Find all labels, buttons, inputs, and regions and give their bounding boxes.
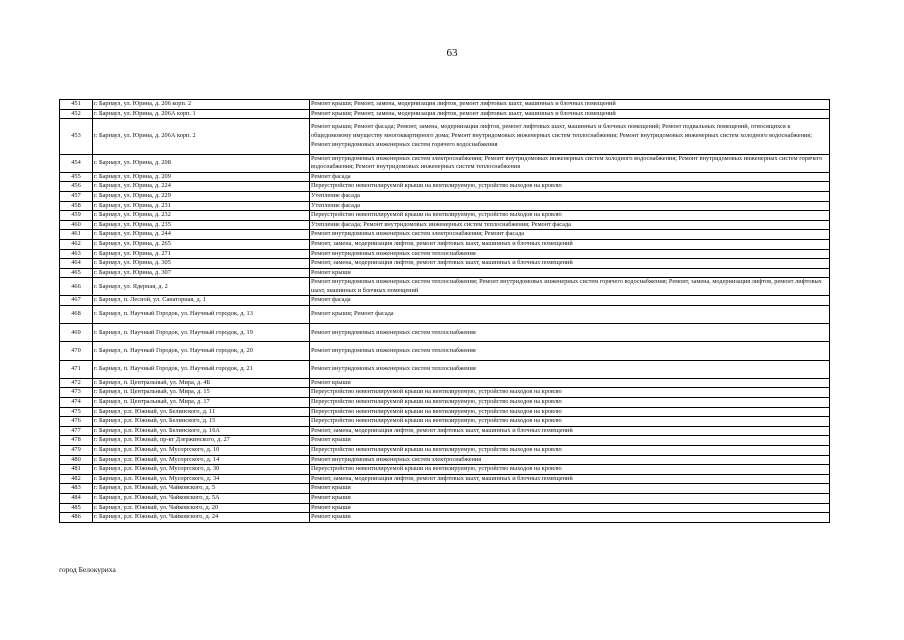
row-address: г. Барнаул, ул. Ядерная, д. 2 bbox=[93, 278, 310, 296]
row-works: Переустройство невентилируемой крыши на вентилируемую, устройство выходов на кровлю bbox=[310, 388, 830, 398]
row-number: 478 bbox=[60, 436, 93, 446]
table-row bbox=[60, 259, 830, 269]
table-row bbox=[60, 407, 830, 417]
row-works: Ремонт крыши bbox=[310, 378, 830, 388]
row-address: г. Барнаул, р.п. Южный, ул. Мусоргского, д. 34 bbox=[93, 474, 310, 484]
table-row bbox=[60, 388, 830, 398]
table-row bbox=[60, 182, 830, 192]
row-number: 451 bbox=[60, 100, 93, 110]
table-row bbox=[60, 109, 830, 119]
table-row bbox=[60, 513, 830, 523]
row-address: г. Барнаул, р.п. Южный, ул. Чайковского, д. 5А bbox=[93, 493, 310, 503]
row-address: г. Барнаул, ул. Юрина, д. 307 bbox=[93, 268, 310, 278]
table-row bbox=[60, 268, 830, 278]
row-works: Ремонт внутридомовых инженерных систем электроснабжения bbox=[310, 455, 830, 465]
row-works: Ремонт крыши bbox=[310, 436, 830, 446]
row-number: 475 bbox=[60, 407, 93, 417]
row-works: Переустройство невентилируемой крыши на вентилируемую, устройство выходов на кровлю bbox=[310, 465, 830, 475]
table-row bbox=[60, 100, 830, 110]
row-number: 462 bbox=[60, 239, 93, 249]
row-works: Переустройство невентилируемой крыши на вентилируемую, устройство выходов на кровлю bbox=[310, 398, 830, 408]
row-number: 486 bbox=[60, 513, 93, 523]
table-row bbox=[60, 119, 830, 154]
row-address: г. Барнаул, р.п. Южный, ул. Мусоргского, д. 14 bbox=[93, 455, 310, 465]
table-row bbox=[60, 493, 830, 503]
row-works: Ремонт, замена, модернизация лифтов, ремонт лифтовых шахт, машинных и блочных помещений bbox=[310, 259, 830, 269]
row-address: г. Барнаул, р.п. Южный, ул. Белинского, д. 11 bbox=[93, 407, 310, 417]
row-address: г. Барнаул, ул. Юрина, д. 229 bbox=[93, 191, 310, 201]
row-number: 461 bbox=[60, 230, 93, 240]
row-address: г. Барнаул, ул. Юрина, д. 206А корп. 1 bbox=[93, 109, 310, 119]
table-row bbox=[60, 342, 830, 360]
row-address: г. Барнаул, р.п. Южный, ул. Мусоргского, д. 30 bbox=[93, 465, 310, 475]
row-works: Ремонт внутридомовых инженерных систем электроснабжения; Ремонт внутридомовых инженерных систем холодного водоснабжения; Ремонт внутридомовых инженерных систем горячего водоснабжения; Ремонт внутридомовых инженерных систем теплоснабжения bbox=[310, 154, 830, 172]
table-row bbox=[60, 426, 830, 436]
table-row bbox=[60, 360, 830, 378]
row-works: Ремонт крыши bbox=[310, 268, 830, 278]
row-number: 482 bbox=[60, 474, 93, 484]
row-address: г. Барнаул, п. Научный Городок, ул. Научный городок, д. 21 bbox=[93, 360, 310, 378]
row-address: г. Барнаул, ул. Юрина, д. 232 bbox=[93, 211, 310, 221]
row-address: г. Барнаул, ул. Юрина, д. 206 корп. 2 bbox=[93, 100, 310, 110]
row-number: 476 bbox=[60, 417, 93, 427]
row-works: Ремонт крыши; Ремонт фасада bbox=[310, 306, 830, 324]
row-works: Ремонт крыши bbox=[310, 493, 830, 503]
row-address: г. Барнаул, п. Центральный, ул. Мира, д. 15 bbox=[93, 388, 310, 398]
row-address: г. Барнаул, р.п. Южный, ул. Мусоргского, д. 10 bbox=[93, 445, 310, 455]
row-number: 471 bbox=[60, 360, 93, 378]
row-address: г. Барнаул, ул. Юрина, д. 305 bbox=[93, 259, 310, 269]
row-address: г. Барнаул, р.п. Южный, ул. Белинского, д. 16А bbox=[93, 426, 310, 436]
row-works: Переустройство невентилируемой крыши на вентилируемую, устройство выходов на кровлю bbox=[310, 407, 830, 417]
row-address: г. Барнаул, ул. Юрина, д. 265 bbox=[93, 239, 310, 249]
row-works: Ремонт, замена, модернизация лифтов, ремонт лифтовых шахт, машинных и блочных помещений bbox=[310, 239, 830, 249]
row-number: 456 bbox=[60, 182, 93, 192]
table-row bbox=[60, 201, 830, 211]
row-number: 485 bbox=[60, 503, 93, 513]
row-works: Ремонт крыши bbox=[310, 484, 830, 494]
row-address: г. Барнаул, ул. Юрина, д. 208 bbox=[93, 154, 310, 172]
row-works: Утепление фасада; Ремонт внутридомовых инженерных систем теплоснабжения; Ремонт фасада bbox=[310, 220, 830, 230]
works-table bbox=[59, 99, 830, 523]
row-number: 455 bbox=[60, 172, 93, 182]
section-title: город Белокуриха bbox=[59, 565, 116, 574]
works-table-body bbox=[60, 100, 830, 523]
table-row bbox=[60, 172, 830, 182]
table-row bbox=[60, 154, 830, 172]
row-works: Ремонт крыши; Ремонт, замена, модернизация лифтов, ремонт лифтовых шахт, машинных и блочных помещений bbox=[310, 109, 830, 119]
row-address: г. Барнаул, р.п. Южный, ул. Чайковского, д. 5 bbox=[93, 484, 310, 494]
table-row bbox=[60, 484, 830, 494]
row-works: Переустройство невентилируемой крыши на вентилируемую, устройство выходов на кровлю bbox=[310, 211, 830, 221]
row-works: Переустройство невентилируемой крыши на вентилируемую, устройство выходов на кровлю bbox=[310, 417, 830, 427]
row-works: Ремонт внутридомовых инженерных систем теплоснабжения; Ремонт внутридомовых инженерных систем горячего водоснабжения; Ремонт, замена, модернизация лифтов, ремонт лифтовых шахт, машинных и блочных помещений bbox=[310, 278, 830, 296]
row-number: 469 bbox=[60, 324, 93, 342]
row-address: г. Барнаул, р.п. Южный, ул. Чайковского, д. 20 bbox=[93, 503, 310, 513]
table-row bbox=[60, 445, 830, 455]
row-number: 466 bbox=[60, 278, 93, 296]
table-row bbox=[60, 436, 830, 446]
row-works: Ремонт крыши; Ремонт фасада; Ремонт, замена, модернизация лифтов, ремонт лифтовых шахт, машинных и блочных помещений; Ремонт подвальных помещений, относящихся к общедомовому имуществу многоквартирного дома; Ремонт внутридомовых инженерных систем теплоснабжения; Ремонт внутридомовых инженерных систем холодного водоснабжения; Ремонт внутридомовых инженерных систем горячего водоснабжения bbox=[310, 119, 830, 154]
table-row bbox=[60, 503, 830, 513]
row-address: г. Барнаул, ул. Юрина, д. 206А корп. 2 bbox=[93, 119, 310, 154]
page-number: 63 bbox=[446, 47, 458, 59]
row-works: Ремонт крыши; Ремонт, замена, модернизация лифтов, ремонт лифтовых шахт, машинных и блочных помещений bbox=[310, 100, 830, 110]
table-row bbox=[60, 249, 830, 259]
row-number: 459 bbox=[60, 211, 93, 221]
row-number: 452 bbox=[60, 109, 93, 119]
row-address: г. Барнаул, ул. Юрина, д. 244 bbox=[93, 230, 310, 240]
row-number: 473 bbox=[60, 388, 93, 398]
row-address: г. Барнаул, п. Лесной, ул. Санаторная, д. 1 bbox=[93, 296, 310, 306]
row-number: 468 bbox=[60, 306, 93, 324]
row-works: Утепление фасада bbox=[310, 201, 830, 211]
table-row bbox=[60, 220, 830, 230]
row-number: 470 bbox=[60, 342, 93, 360]
row-number: 477 bbox=[60, 426, 93, 436]
table-row bbox=[60, 211, 830, 221]
row-address: г. Барнаул, п. Научный Городок, ул. Научный городок, д. 13 bbox=[93, 306, 310, 324]
row-number: 467 bbox=[60, 296, 93, 306]
row-address: г. Барнаул, п. Научный Городок, ул. Научный городок, д. 20 bbox=[93, 342, 310, 360]
row-address: г. Барнаул, р.п. Южный, пр-кт Дзержинского, д. 27 bbox=[93, 436, 310, 446]
table-row bbox=[60, 417, 830, 427]
row-number: 474 bbox=[60, 398, 93, 408]
row-works: Ремонт внутридомовых инженерных систем теплоснабжения bbox=[310, 360, 830, 378]
row-number: 453 bbox=[60, 119, 93, 154]
row-address: г. Барнаул, ул. Юрина, д. 231 bbox=[93, 201, 310, 211]
row-number: 472 bbox=[60, 378, 93, 388]
row-works: Переустройство невентилируемой крыши на вентилируемую, устройство выходов на кровлю bbox=[310, 445, 830, 455]
row-number: 458 bbox=[60, 201, 93, 211]
row-address: г. Барнаул, п. Научный Городок, ул. Научный городок, д. 19 bbox=[93, 324, 310, 342]
row-works: Ремонт внутридомовых инженерных систем теплоснабжения bbox=[310, 342, 830, 360]
table-row bbox=[60, 398, 830, 408]
row-works: Ремонт, замена, модернизация лифтов, ремонт лифтовых шахт, машинных и блочных помещений bbox=[310, 474, 830, 484]
row-works: Ремонт крыши bbox=[310, 503, 830, 513]
table-row bbox=[60, 465, 830, 475]
row-works: Переустройство невентилируемой крыши на вентилируемую, устройство выходов на кровлю bbox=[310, 182, 830, 192]
row-address: г. Барнаул, р.п. Южный, ул. Чайковского, д. 24 bbox=[93, 513, 310, 523]
row-works: Ремонт крыши bbox=[310, 513, 830, 523]
row-number: 465 bbox=[60, 268, 93, 278]
row-address: г. Барнаул, ул. Юрина, д. 224 bbox=[93, 182, 310, 192]
row-number: 457 bbox=[60, 191, 93, 201]
row-number: 483 bbox=[60, 484, 93, 494]
table-row bbox=[60, 296, 830, 306]
table-row bbox=[60, 378, 830, 388]
table-row bbox=[60, 230, 830, 240]
row-works: Ремонт внутридомовых инженерных систем теплоснабжения bbox=[310, 249, 830, 259]
row-works: Ремонт, замена, модернизация лифтов, ремонт лифтовых шахт, машинных и блочных помещений bbox=[310, 426, 830, 436]
row-number: 464 bbox=[60, 259, 93, 269]
row-works: Ремонт фасада bbox=[310, 172, 830, 182]
table-row bbox=[60, 306, 830, 324]
row-works: Ремонт внутридомовых инженерных систем теплоснабжения bbox=[310, 324, 830, 342]
row-number: 481 bbox=[60, 465, 93, 475]
row-number: 480 bbox=[60, 455, 93, 465]
row-works: Ремонт внутридомовых инженерных систем электроснабжения; Ремонт фасада bbox=[310, 230, 830, 240]
table-row bbox=[60, 239, 830, 249]
row-works: Утепление фасада bbox=[310, 191, 830, 201]
row-address: г. Барнаул, п. Центральный, ул. Мира, д. 4Б bbox=[93, 378, 310, 388]
table-row bbox=[60, 455, 830, 465]
row-number: 484 bbox=[60, 493, 93, 503]
row-number: 460 bbox=[60, 220, 93, 230]
row-number: 454 bbox=[60, 154, 93, 172]
row-address: г. Барнаул, р.п. Южный, ул. Белинского, д. 15 bbox=[93, 417, 310, 427]
row-number: 463 bbox=[60, 249, 93, 259]
row-number: 479 bbox=[60, 445, 93, 455]
row-works: Ремонт фасада bbox=[310, 296, 830, 306]
table-row bbox=[60, 191, 830, 201]
table-row bbox=[60, 474, 830, 484]
row-address: г. Барнаул, ул. Юрина, д. 209 bbox=[93, 172, 310, 182]
row-address: г. Барнаул, ул. Юрина, д. 271 bbox=[93, 249, 310, 259]
row-address: г. Барнаул, п. Центральный, ул. Мира, д. 17 bbox=[93, 398, 310, 408]
row-address: г. Барнаул, ул. Юрина, д. 235 bbox=[93, 220, 310, 230]
table-row bbox=[60, 278, 830, 296]
table-row bbox=[60, 324, 830, 342]
